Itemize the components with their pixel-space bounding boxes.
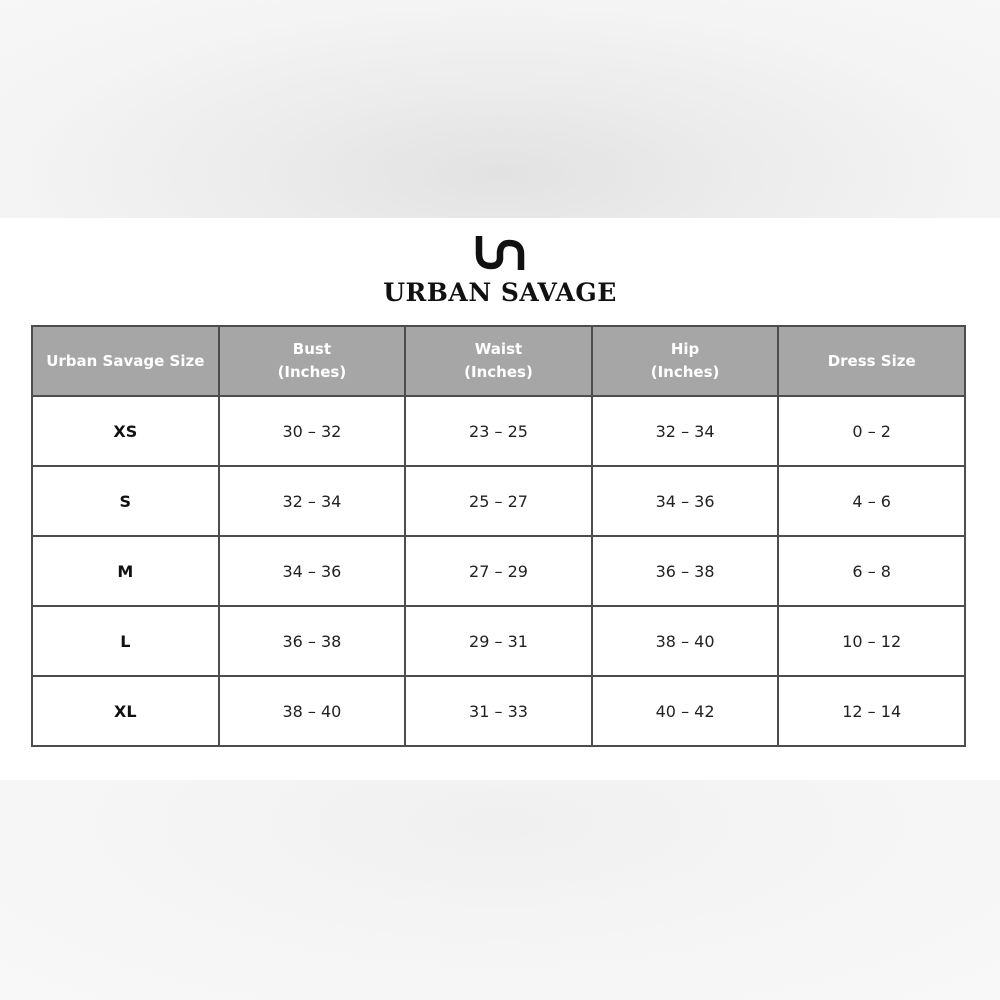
size-chart-table — [31, 325, 966, 747]
hip-cell: 32 – 34 — [592, 396, 779, 466]
header-label: Urban Savage Size — [46, 351, 205, 370]
table-row — [32, 606, 965, 676]
size-cell: XS — [32, 396, 219, 466]
header-label: Waist — [474, 340, 523, 358]
header-urban-savage-size — [32, 326, 219, 396]
header-label: Bust — [292, 340, 331, 358]
hip-cell: 40 – 42 — [592, 676, 779, 746]
header-unit: (Inches) — [650, 363, 720, 381]
header-dress-size — [778, 326, 965, 396]
hip-cell: 34 – 36 — [592, 466, 779, 536]
dress-size-cell: 6 – 8 — [778, 536, 965, 606]
dress-size-cell: 0 – 2 — [778, 396, 965, 466]
header-label: Hip — [670, 340, 700, 358]
waist-cell: 31 – 33 — [405, 676, 592, 746]
dress-size-cell: 12 – 14 — [778, 676, 965, 746]
header-waist — [405, 326, 592, 396]
header-bust — [219, 326, 406, 396]
hip-cell: 36 – 38 — [592, 536, 779, 606]
header-unit: (Inches) — [464, 363, 533, 381]
header-hip — [592, 326, 779, 396]
header-unit: (Inches) — [277, 363, 347, 381]
size-cell: L — [32, 606, 219, 676]
table-row — [32, 536, 965, 606]
bust-cell: 34 – 36 — [219, 536, 406, 606]
size-cell: S — [32, 466, 219, 536]
brand-name: URBAN SAVAGE — [383, 278, 617, 307]
bust-cell: 30 – 32 — [219, 396, 406, 466]
bust-cell: 32 – 34 — [219, 466, 406, 536]
dress-size-cell: 10 – 12 — [778, 606, 965, 676]
bust-cell: 38 – 40 — [219, 676, 406, 746]
hip-cell: 38 – 40 — [592, 606, 779, 676]
bust-cell: 36 – 38 — [219, 606, 406, 676]
dress-size-cell: 4 – 6 — [778, 466, 965, 536]
table-row — [32, 466, 965, 536]
header-label: Dress Size — [827, 351, 916, 370]
table-row — [32, 676, 965, 746]
size-chart-card — [0, 218, 1000, 780]
urban-savage-logo-icon — [470, 232, 530, 274]
table-header-row — [32, 326, 965, 396]
waist-cell: 29 – 31 — [405, 606, 592, 676]
background-top — [0, 0, 1000, 218]
waist-cell: 25 – 27 — [405, 466, 592, 536]
background-bottom — [0, 780, 1000, 1000]
table-row — [32, 396, 965, 466]
waist-cell: 27 – 29 — [405, 536, 592, 606]
size-cell: XL — [32, 676, 219, 746]
waist-cell: 23 – 25 — [405, 396, 592, 466]
size-cell: M — [32, 536, 219, 606]
